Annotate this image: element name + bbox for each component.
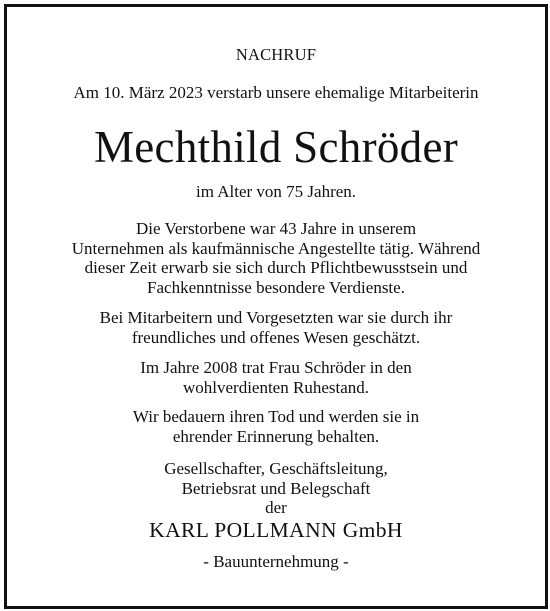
deceased-name: Mechthild Schröder: [93, 122, 459, 172]
paragraph-retirement: [7, 358, 545, 397]
paragraph-line: Betriebsrat und Belegschaft: [181, 478, 371, 498]
paragraph-line: freundliches und offenes Wesen geschätzt.: [131, 327, 421, 347]
age-line: im Alter von 75 Jahren.: [195, 182, 357, 201]
paragraph-line: Unternehmen als kaufmännische Angestellte tätig. Während: [71, 238, 481, 258]
paragraph-condolence: [7, 407, 545, 446]
intro-line: Am 10. März 2023 verstarb unsere ehemalige Mitarbeiterin: [73, 83, 479, 102]
paragraph-line: Wir bedauern ihren Tod und werden sie in: [132, 407, 420, 426]
company-name: KARL POLLMANN GmbH: [149, 518, 403, 542]
obituary-heading: NACHRUF: [235, 45, 317, 64]
paragraph-line: Fachkenntnisse besondere Verdienste.: [147, 277, 405, 297]
paragraph-line: Gesellschafter, Geschäftsleitung,: [164, 459, 388, 478]
paragraph-line: der: [265, 498, 287, 517]
paragraph-career: [7, 219, 545, 297]
paragraph-appreciation: [7, 308, 545, 347]
paragraph-line: dieser Zeit erwarb sie sich durch Pflichtbewusstsein und: [84, 258, 468, 277]
paragraph-line: wohlverdienten Ruhestand.: [182, 377, 369, 397]
paragraph-line: Bei Mitarbeitern und Vorgesetzten war sie durch ihr: [99, 308, 453, 327]
company-subline: - Bauunternehmung -: [203, 552, 349, 571]
paragraph-line: Im Jahre 2008 trat Frau Schröder in den: [140, 358, 412, 377]
paragraph-line: Die Verstorbene war 43 Jahre in unserem: [135, 219, 417, 238]
paragraph-line: ehrender Erinnerung behalten.: [172, 426, 380, 446]
paragraph-signatories: [7, 459, 545, 518]
obituary-border: [4, 4, 548, 609]
